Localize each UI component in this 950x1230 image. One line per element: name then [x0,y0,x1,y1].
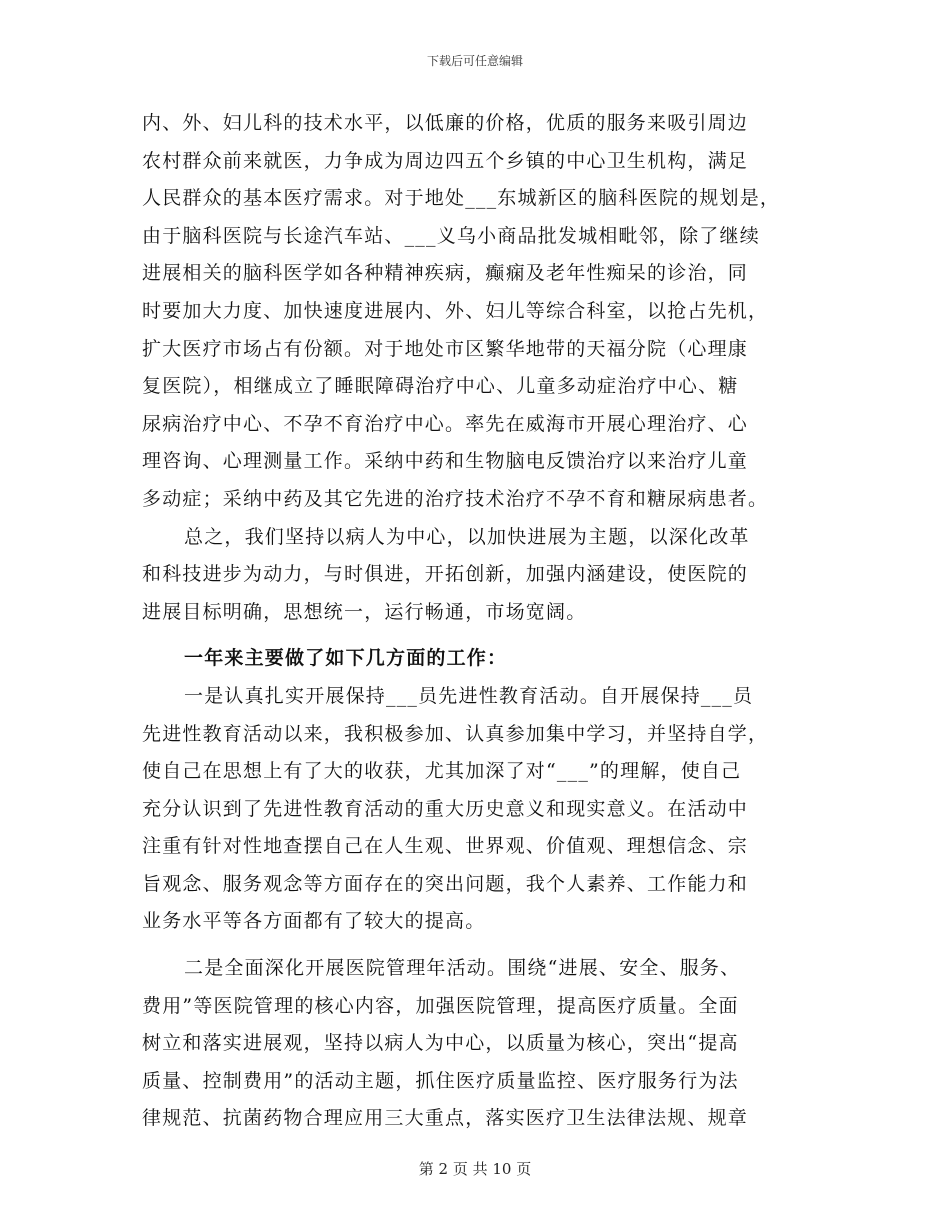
text-line: 费用”等医院管理的核心内容，加强医院管理，提高医疗质量。全面 [142,994,739,1017]
text-line: 一是认真扎实开展保持___员先进性教育活动。自开展保持___员 [184,684,754,707]
text-line: 总之，我们坚持以病人为中心，以加快进展为主题，以深化改革 [184,525,750,548]
text-line: 人民群众的基本医疗需求。对于地处___东城新区的脑科医院的规划是， [142,187,781,210]
text-line: 旨观念、服务观念等方面存在的突出问题，我个人素养、工作能力和 [142,872,749,895]
text-line: 多动症；采纳中药及其它先进的治疗技术治疗不孕不育和糖尿病患者。 [142,487,769,510]
text-line: 内、外、妇儿科的技术水平，以低廉的价格，优质的服务来吸引周边 [142,112,749,134]
paragraph-continuation [142,105,814,519]
text-line: 先进性教育活动以来，我积极参加、认真参加集中学习，并坚持自学， [142,722,769,745]
text-line: 尿病治疗中心、不孕不育治疗中心。率先在威海市开展心理治疗、心 [142,412,749,435]
text-line: 和科技进步为动力，与时俱进，开拓创新，加强内涵建设，使医院的 [142,563,749,586]
text-line: 质量、控制费用”的活动主题，抓住医疗质量监控、医疗服务行为法 [142,1069,739,1092]
paragraph-item-one [142,678,814,941]
text-line: 进展目标明确，思想统一，运行畅通，市场宽阔。 [142,600,587,623]
page-number-footer: 第 2 页 共 10 页 [418,1160,532,1178]
text-line: 时要加大力度、加快速度进展内、外、妇儿等综合科室，以抢占先机， [142,299,769,322]
section-heading [142,640,814,678]
paragraph-item-two [142,950,814,1138]
text-line: 使自己在思想上有了大的收获，尤其加深了对“___”的理解，使自己 [142,760,742,783]
text-line: 树立和落实进展观，坚持以病人为中心，以质量为核心，突出“提高 [142,1032,739,1055]
paragraph-summary [142,519,814,632]
text-line: 理咨询、心理测量工作。采纳中药和生物脑电反馈治疗以来治疗儿童 [142,450,749,473]
text-line: 注重有针对性地查摆自己在人生观、世界观、价值观、理想信念、宗 [142,835,749,858]
text-line: 复医院），相继成立了睡眠障碍治疗中心、儿童多动症治疗中心、糖 [142,375,739,398]
page-header: 下载后可任意编辑 [426,54,523,68]
text-line: 充分认识到了先进性教育活动的重大历史意义和现实意义。在活动中 [142,797,749,820]
text-line: 扩大医疗市场占有份额。对于地处市区繁华地带的天福分院（心理康 [142,337,749,360]
text-line: 由于脑科医院与长途汽车站、___义乌小商品批发城相毗邻，除了继续 [142,224,760,247]
text-line: 农村群众前来就医，力争成为周边四五个乡镇的中心卫生机构，满足 [142,149,749,172]
text-line: 业务水平等各方面都有了较大的提高。 [142,910,486,933]
paragraph-gap [142,631,814,640]
text-line: 律规范、抗菌药物合理应用三大重点，落实医疗卫生法律法规、规章 [142,1107,749,1130]
text-line: 进展相关的脑科医学如各种精神疾病，癫痫及老年性痴呆的诊治，同 [142,262,749,285]
document-body [142,105,814,1138]
paragraph-gap [142,941,814,950]
heading-line: 一年来主要做了如下几方面的工作： [184,647,508,670]
text-line: 二是全面深化开展医院管理年活动。围绕“进展、安全、服务、 [184,957,741,980]
